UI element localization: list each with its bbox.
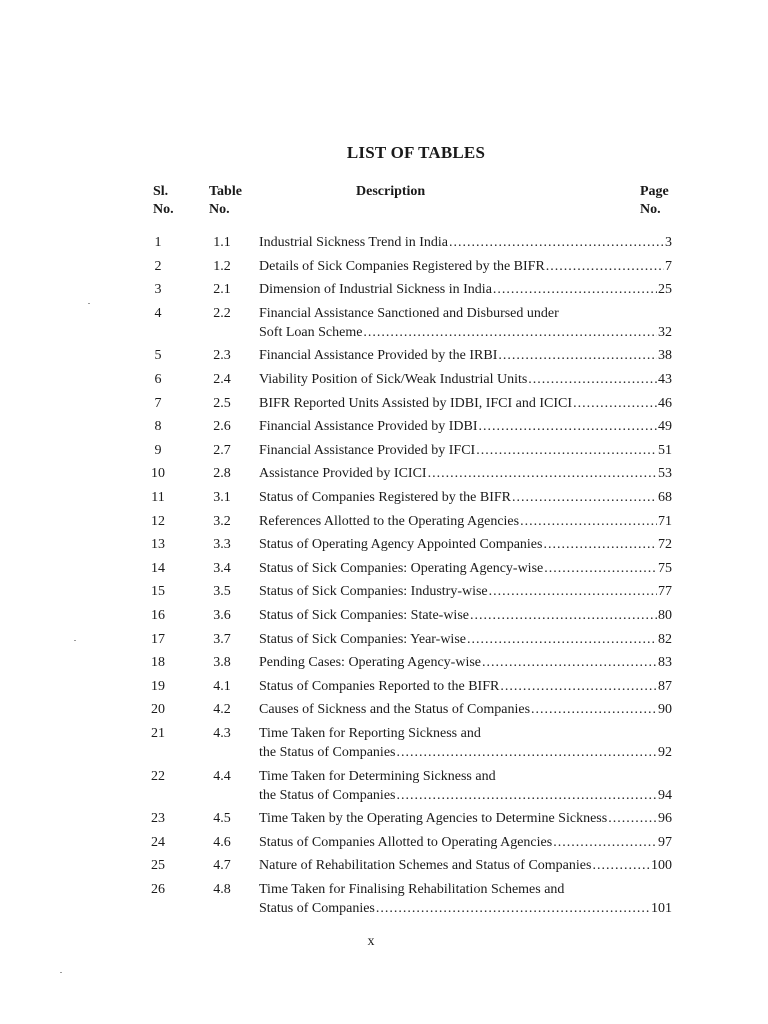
description-line bbox=[259, 606, 672, 625]
row-serial-number: 10 bbox=[151, 466, 165, 481]
description-text: Status of Sick Companies: State-wise bbox=[259, 608, 469, 623]
row-serial-number: 7 bbox=[154, 396, 162, 411]
scan-speck bbox=[60, 972, 62, 973]
row-serial-number: 13 bbox=[151, 537, 165, 552]
row-serial-number: 8 bbox=[154, 419, 162, 434]
leader-dots bbox=[482, 653, 657, 672]
row-table-number: 3.7 bbox=[213, 632, 231, 647]
description-text: Status of Sick Companies: Industry-wise bbox=[259, 584, 488, 599]
row-serial-number: 23 bbox=[151, 811, 165, 826]
description-line bbox=[259, 724, 672, 743]
description-text: Financial Assistance Sanctioned and Disbursed under bbox=[259, 306, 559, 321]
description-text: the Status of Companies bbox=[259, 788, 396, 803]
description-line bbox=[259, 346, 672, 365]
description-line bbox=[259, 700, 672, 719]
leader-dots bbox=[512, 488, 657, 507]
row-description bbox=[259, 767, 672, 805]
row-page-number: 77 bbox=[658, 584, 672, 599]
row-table-number: 3.3 bbox=[213, 537, 231, 552]
row-description bbox=[259, 280, 672, 299]
description-text: Time Taken for Finalising Rehabilitation Schemes and bbox=[259, 882, 565, 897]
description-line bbox=[259, 833, 672, 852]
leader-dots bbox=[428, 464, 657, 483]
description-line bbox=[259, 880, 672, 899]
header-table-line2: No. bbox=[209, 202, 230, 217]
row-serial-number: 18 bbox=[151, 655, 165, 670]
row-description bbox=[259, 653, 672, 672]
row-page-number: 75 bbox=[658, 561, 672, 576]
row-description bbox=[259, 856, 672, 875]
description-line bbox=[259, 257, 672, 276]
row-serial-number: 9 bbox=[154, 443, 162, 458]
leader-dots bbox=[397, 743, 658, 762]
leader-dots bbox=[470, 606, 657, 625]
description-text: Assistance Provided by ICICI bbox=[259, 466, 427, 481]
header-description: Description bbox=[356, 184, 426, 199]
row-page-number: 101 bbox=[651, 901, 672, 916]
leader-dots bbox=[544, 559, 657, 578]
description-text: Status of Sick Companies: Year-wise bbox=[259, 632, 466, 647]
row-table-number: 3.5 bbox=[213, 584, 231, 599]
row-table-number: 2.8 bbox=[213, 466, 231, 481]
row-page-number: 80 bbox=[658, 608, 672, 623]
row-serial-number: 3 bbox=[154, 282, 162, 297]
leader-dots bbox=[592, 856, 650, 875]
row-page-number: 38 bbox=[658, 348, 672, 363]
row-table-number: 2.4 bbox=[213, 372, 231, 387]
row-table-number: 4.7 bbox=[213, 858, 231, 873]
leader-dots bbox=[363, 323, 657, 342]
description-line bbox=[259, 809, 672, 828]
row-table-number: 4.8 bbox=[213, 882, 231, 897]
row-serial-number: 21 bbox=[151, 726, 165, 741]
row-description bbox=[259, 880, 672, 918]
description-text: Status of Companies bbox=[259, 901, 375, 916]
row-serial-number: 6 bbox=[154, 372, 162, 387]
scan-speck bbox=[74, 640, 76, 641]
row-serial-number: 1 bbox=[154, 235, 162, 250]
description-line bbox=[259, 417, 672, 436]
description-line bbox=[259, 233, 672, 252]
header-serial-line1: Sl. bbox=[153, 184, 169, 199]
row-page-number: 72 bbox=[658, 537, 672, 552]
description-text: Status of Operating Agency Appointed Companies bbox=[259, 537, 543, 552]
description-text: Details of Sick Companies Registered by the BIFR bbox=[259, 259, 545, 274]
description-text: Time Taken for Reporting Sickness and bbox=[259, 726, 481, 741]
row-serial-number: 25 bbox=[151, 858, 165, 873]
row-table-number: 3.2 bbox=[213, 514, 231, 529]
row-table-number: 2.5 bbox=[213, 396, 231, 411]
row-serial-number: 4 bbox=[154, 306, 162, 321]
row-page-number: 87 bbox=[658, 679, 672, 694]
description-text: Pending Cases: Operating Agency-wise bbox=[259, 655, 482, 670]
row-page-number: 32 bbox=[658, 325, 672, 340]
row-table-number: 1.2 bbox=[213, 259, 231, 274]
row-description bbox=[259, 512, 672, 531]
leader-dots bbox=[520, 512, 657, 531]
row-serial-number: 24 bbox=[151, 835, 165, 850]
description-line bbox=[259, 677, 672, 696]
row-page-number: 53 bbox=[658, 466, 672, 481]
page-footer-number: x bbox=[367, 934, 375, 949]
leader-dots bbox=[553, 833, 657, 852]
description-line bbox=[259, 304, 672, 323]
leader-dots bbox=[449, 233, 664, 252]
row-description bbox=[259, 417, 672, 436]
description-line bbox=[259, 899, 672, 918]
header-table-number bbox=[209, 183, 242, 219]
row-page-number: 97 bbox=[658, 835, 672, 850]
description-text: Causes of Sickness and the Status of Companies bbox=[259, 702, 531, 717]
description-text: Viability Position of Sick/Weak Industrial Units bbox=[259, 372, 528, 387]
row-description bbox=[259, 809, 672, 828]
row-serial-number: 19 bbox=[151, 679, 165, 694]
header-page-number bbox=[640, 183, 669, 219]
description-text: Financial Assistance Provided by IDBI bbox=[259, 419, 478, 434]
description-text: Status of Companies Allotted to Operating Agencies bbox=[259, 835, 553, 850]
row-description bbox=[259, 833, 672, 852]
scan-speck bbox=[88, 303, 90, 304]
page-title: LIST OF TABLES bbox=[346, 143, 486, 162]
description-line bbox=[259, 767, 672, 786]
row-page-number: 82 bbox=[658, 632, 672, 647]
description-line bbox=[259, 856, 672, 875]
description-line bbox=[259, 488, 672, 507]
leader-dots bbox=[573, 394, 657, 413]
description-line bbox=[259, 535, 672, 554]
description-text: Status of Sick Companies: Operating Agency-wise bbox=[259, 561, 544, 576]
row-description bbox=[259, 630, 672, 649]
row-description bbox=[259, 535, 672, 554]
row-serial-number: 26 bbox=[151, 882, 165, 897]
description-text: Time Taken by the Operating Agencies to Determine Sickness bbox=[259, 811, 608, 826]
row-page-number: 43 bbox=[658, 372, 672, 387]
row-serial-number: 15 bbox=[151, 584, 165, 599]
row-serial-number: 12 bbox=[151, 514, 165, 529]
description-line bbox=[259, 786, 672, 805]
row-table-number: 4.1 bbox=[213, 679, 231, 694]
row-table-number: 3.8 bbox=[213, 655, 231, 670]
header-page-line2: No. bbox=[640, 202, 661, 217]
header-serial-number bbox=[153, 183, 174, 219]
row-page-number: 83 bbox=[658, 655, 672, 670]
row-table-number: 2.1 bbox=[213, 282, 231, 297]
description-text: Financial Assistance Provided by IFCI bbox=[259, 443, 476, 458]
row-serial-number: 11 bbox=[151, 490, 165, 505]
description-line bbox=[259, 323, 672, 342]
description-line bbox=[259, 630, 672, 649]
row-description bbox=[259, 700, 672, 719]
row-page-number: 51 bbox=[658, 443, 672, 458]
description-line bbox=[259, 582, 672, 601]
row-description bbox=[259, 677, 672, 696]
row-description bbox=[259, 464, 672, 483]
description-line bbox=[259, 370, 672, 389]
row-description bbox=[259, 304, 672, 342]
row-description bbox=[259, 346, 672, 365]
row-description bbox=[259, 257, 672, 276]
leader-dots bbox=[528, 370, 657, 389]
row-table-number: 2.3 bbox=[213, 348, 231, 363]
description-text: Nature of Rehabilitation Schemes and Status of Companies bbox=[259, 858, 592, 873]
row-serial-number: 17 bbox=[151, 632, 165, 647]
description-line bbox=[259, 559, 672, 578]
row-description bbox=[259, 370, 672, 389]
row-description bbox=[259, 394, 672, 413]
row-serial-number: 2 bbox=[154, 259, 162, 274]
row-table-number: 4.3 bbox=[213, 726, 231, 741]
description-text: BIFR Reported Units Assisted by IDBI, IFCI and ICICI bbox=[259, 396, 573, 411]
leader-dots bbox=[531, 700, 657, 719]
leader-dots bbox=[543, 535, 657, 554]
description-text: Status of Companies Reported to the BIFR bbox=[259, 679, 500, 694]
row-serial-number: 5 bbox=[154, 348, 162, 363]
description-text: Financial Assistance Provided by the IRBI bbox=[259, 348, 498, 363]
header-serial-line2: No. bbox=[153, 202, 174, 217]
description-text: References Allotted to the Operating Agencies bbox=[259, 514, 520, 529]
row-page-number: 68 bbox=[658, 490, 672, 505]
description-text: Dimension of Industrial Sickness in India bbox=[259, 282, 492, 297]
description-line bbox=[259, 394, 672, 413]
leader-dots bbox=[476, 441, 657, 460]
leader-dots bbox=[467, 630, 657, 649]
row-table-number: 2.7 bbox=[213, 443, 231, 458]
row-page-number: 25 bbox=[658, 282, 672, 297]
row-description bbox=[259, 488, 672, 507]
header-page-line1: Page bbox=[640, 184, 669, 199]
description-line bbox=[259, 743, 672, 762]
row-table-number: 3.1 bbox=[213, 490, 231, 505]
leader-dots bbox=[479, 417, 657, 436]
description-text: the Status of Companies bbox=[259, 745, 396, 760]
row-table-number: 4.6 bbox=[213, 835, 231, 850]
row-description bbox=[259, 582, 672, 601]
row-page-number: 94 bbox=[658, 788, 672, 803]
description-text: Industrial Sickness Trend in India bbox=[259, 235, 448, 250]
row-table-number: 3.4 bbox=[213, 561, 231, 576]
row-table-number: 4.2 bbox=[213, 702, 231, 717]
row-page-number: 100 bbox=[651, 858, 672, 873]
description-line bbox=[259, 441, 672, 460]
description-text: Time Taken for Determining Sickness and bbox=[259, 769, 496, 784]
row-table-number: 3.6 bbox=[213, 608, 231, 623]
row-page-number: 96 bbox=[658, 811, 672, 826]
description-text: Status of Companies Registered by the BIFR bbox=[259, 490, 511, 505]
row-serial-number: 22 bbox=[151, 769, 165, 784]
row-page-number: 49 bbox=[658, 419, 672, 434]
leader-dots bbox=[608, 809, 657, 828]
leader-dots bbox=[397, 786, 658, 805]
row-serial-number: 20 bbox=[151, 702, 165, 717]
leader-dots bbox=[546, 257, 664, 276]
description-line bbox=[259, 464, 672, 483]
row-table-number: 4.5 bbox=[213, 811, 231, 826]
description-line bbox=[259, 280, 672, 299]
header-table-line1: Table bbox=[209, 184, 242, 199]
row-serial-number: 14 bbox=[151, 561, 165, 576]
description-line bbox=[259, 653, 672, 672]
leader-dots bbox=[493, 280, 657, 299]
row-description bbox=[259, 724, 672, 762]
row-description bbox=[259, 233, 672, 252]
row-description bbox=[259, 606, 672, 625]
row-page-number: 90 bbox=[658, 702, 672, 717]
description-text: Soft Loan Scheme bbox=[259, 325, 363, 340]
leader-dots bbox=[500, 677, 657, 696]
row-page-number: 92 bbox=[658, 745, 672, 760]
leader-dots bbox=[376, 899, 650, 918]
row-page-number: 71 bbox=[658, 514, 672, 529]
row-page-number: 46 bbox=[658, 396, 672, 411]
leader-dots bbox=[489, 582, 657, 601]
row-table-number: 1.1 bbox=[213, 235, 231, 250]
description-line bbox=[259, 512, 672, 531]
row-table-number: 4.4 bbox=[213, 769, 231, 784]
row-description bbox=[259, 559, 672, 578]
row-table-number: 2.2 bbox=[213, 306, 231, 321]
leader-dots bbox=[498, 346, 657, 365]
row-page-number: 7 bbox=[665, 259, 672, 274]
row-serial-number: 16 bbox=[151, 608, 165, 623]
row-page-number: 3 bbox=[665, 235, 672, 250]
row-description bbox=[259, 441, 672, 460]
row-table-number: 2.6 bbox=[213, 419, 231, 434]
